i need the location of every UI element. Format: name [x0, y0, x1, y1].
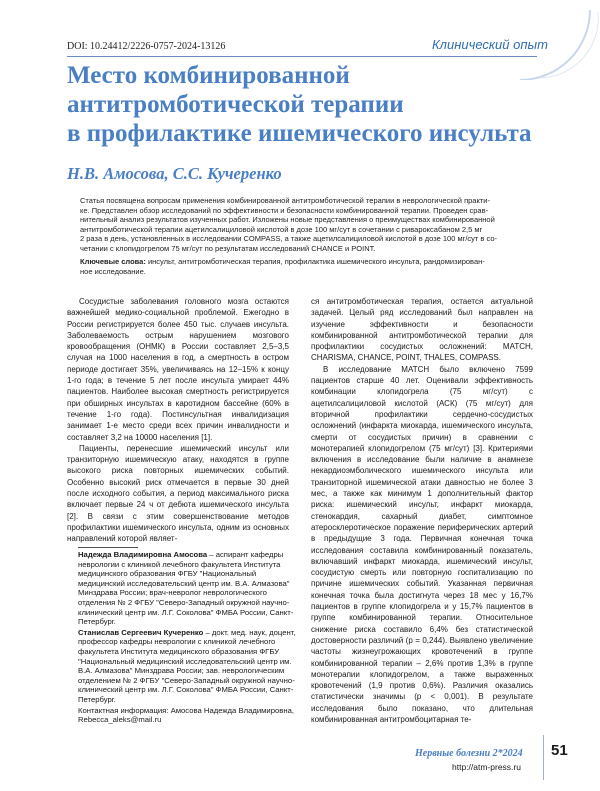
keywords-text: инсульт, антитромботическая терапия, профилактика ишемического инсульта, рандомизирован- — [145, 257, 485, 266]
author-bio-1 — [78, 550, 296, 627]
author-bio-2 — [78, 628, 296, 705]
right-column — [311, 296, 533, 725]
journal-website[interactable]: http://atm-press.ru — [452, 762, 521, 772]
abstract-line: антитромботической терапии ацетилсалициловой кислотой в дозе 100 мг/сут в сочетании с ривароксабаном 2,5 мг — [80, 224, 483, 234]
page-number: 51 — [551, 742, 568, 759]
paragraph: ся антитромботическая терапия, остается актуальной задачей. Целый ряд исследований был направлен на изучение эффективности и безопасности комбинированной антитромботической терапии для профилактики сосудистых осложнений: MATCH, CHARISMA, CHANCE, POINT, THALES, COMPASS. — [311, 297, 533, 363]
abstract-line: ке. Представлен обзор исследований по эффективности и безопасности комбинированной терапии. Проведен срав- — [80, 205, 489, 215]
left-column — [67, 296, 289, 545]
footer-rule — [543, 735, 544, 780]
authors: Н.В. Амосова, С.С. Кучеренко — [67, 164, 282, 183]
header-rule — [67, 56, 537, 57]
bio-divider — [78, 547, 138, 548]
abstract-line: Статья посвящена вопросам применения комбинированной антитромботической терапии в неврологической практи- — [80, 196, 490, 205]
title-line-1: Место комбинированной — [67, 62, 350, 89]
paragraph: В исследование MATCH было включено 7599 пациентов старше 40 лет. Оценивали эффективность комбинации клопидогрела (75 мг/сут) с ацетилсалициловой кислотой (АСК) (75 мг/сут) для вторичной профилактики сердечно-сосудистых осложнений (инфаркта миокарда, ишемического инсульта, смерти от сосудистых причин) в сравнении с монотерапией клопидогрелом (75 мг/сут) [3]. Критериями включения в исследование были наличие в анамнезе некардиоэмболического ишемического инсульта или транзиторной ишемической атаки давностью не более 3 мес, а также как минимум 1 дополнительный фактор риска: ишемический инсульт, инфаркт миокарда, стенокардия, сахарный диабет, симптомное атеросклеротическое поражение периферических артерий в предыдущие 3 года. Первичная конечная точка исследования составила комбинированный показатель, включавший инфаркт миокарда, ишемический инсульт, сосудистую смерть или повторную госпитализацию по причине ишемических событий. Указанная первичная конечная точка была достигнута через 18 мес у 16,7% пациентов в группе клопидогрела и у 15,7% пациентов в группе комбинированной терапии. Относительное снижение риска составило 6,4% без статистической достоверности различий (p = 0,244). Выявлено увеличение частоты жизнеугрожающих кровотечений в группе комбинированной терапии – 2,6% против 1,3% в группе монотерапии клопидогрелом, а также выраженных кровотечений (1,9 против 0,6%). Различия оказались статистически значимы (p < 0,001). В результате исследования было показано, что длительная комбинированная антитромбоцитарная те- — [311, 364, 533, 724]
paragraph: Пациенты, перенесшие ишемический инсульт или транзиторную ишемическую атаку, находятся в группе высокого риска повторных ишемических событий. Особенно высокий риск отмечается в первые 30 дней после исходного события, а период максимального риска включает первые 24 ч от дебюта ишемического инсульта [2]. В связи с этим совершенствование методов профилактики ишемического инсульта, одним из основных направлений которой являет- — [67, 443, 289, 544]
author-bios — [78, 550, 296, 726]
title-line-3: в профилактике ишемического инсульта — [67, 120, 532, 147]
section-label — [418, 35, 568, 55]
paragraph: Сосудистые заболевания головного мозга остаются важнейшей медико-социальной проблемой. Ежегодно в России регистрируется более 450 тыс. случаев инсульта. Заболеваемость острым нарушением мозгового кровообращения (ОНМК) в России составляет 2,5–3,5 случая на 1000 населения в год, а смертность в остром периоде достигает 35%, увеличиваясь на 12–15% к концу 1-го года; в течение 5 лет после инсульта умирает 44% пациентов. Наиболее высокая смертность регистрируется при обширных инсультах в каротидном бассейне (60% в течение 1-го года). Постинсультная инвалидизация занимает 1-е место среди всех причин инвалидности и составляет 3,2 на 10000 населения [1]. — [67, 297, 289, 442]
author-bio-name: Станислав Сергеевич Кучеренко — [78, 627, 204, 637]
contact-info: Контактная информация: Амосова Надежда Владимировна, Rebecca_aleks@mail.ru — [78, 705, 294, 725]
abstract-line: 2 раза в день, установленных в исследовании COMPASS, а также ацетилсалициловой кислотой в дозе 100 мг/сут в со- — [80, 234, 498, 244]
keywords-text-2: ное исследование. — [80, 266, 146, 276]
author-bio-text: – докт. мед. наук, доцент, профессор кафедры неврологии с клиникой лечебного факультета Института медицинского образования ФГБУ "Национальный медицинский исследовательский центр им. В.А. Алмазова" Минздрава России; зав. неврологическим отделением № 2 ФГБУ "Северо-Западный окружной научно-клинический центр им. Л.Г. Соколова" ФМБА России, Санкт-Петербург. — [78, 627, 296, 704]
journal-name: Нервные болезни 2*2024 — [415, 748, 523, 759]
section-label-text: Клинический опыт — [432, 37, 548, 52]
abstract-line: четании с клопидогрелом 75 мг/сут по результатам исследований CHANCE и POINT. — [80, 243, 376, 253]
abstract-line: нительный анализ результатов изученных работ. Изложены новые представления о преимуществах комбинированной — [80, 215, 495, 225]
keywords-label: Ключевые слова: — [80, 257, 146, 266]
title-line-2: антитромботической терапии — [67, 91, 404, 118]
abstract — [80, 196, 537, 254]
doi: DOI: 10.24412/2226-0757-2024-13126 — [67, 41, 226, 52]
keywords — [80, 257, 537, 276]
author-bio-text: – аспирант кафедры неврологии с клиникой лечебного факультета Института медицинского образования ФГБУ "Национальный медицинский исследовательский центр им. В.А. Алмазова" Минздрава России; врач-невролог неврологического отделения № 2 ФГБУ "Северо-Западный окружной научно-клинический центр им. Л.Г. Соколова" ФМБА России, Санкт-Петербург. — [78, 550, 294, 627]
article-title — [67, 61, 537, 148]
author-bio-name: Надежда Владимировна Амосова — [78, 550, 208, 559]
